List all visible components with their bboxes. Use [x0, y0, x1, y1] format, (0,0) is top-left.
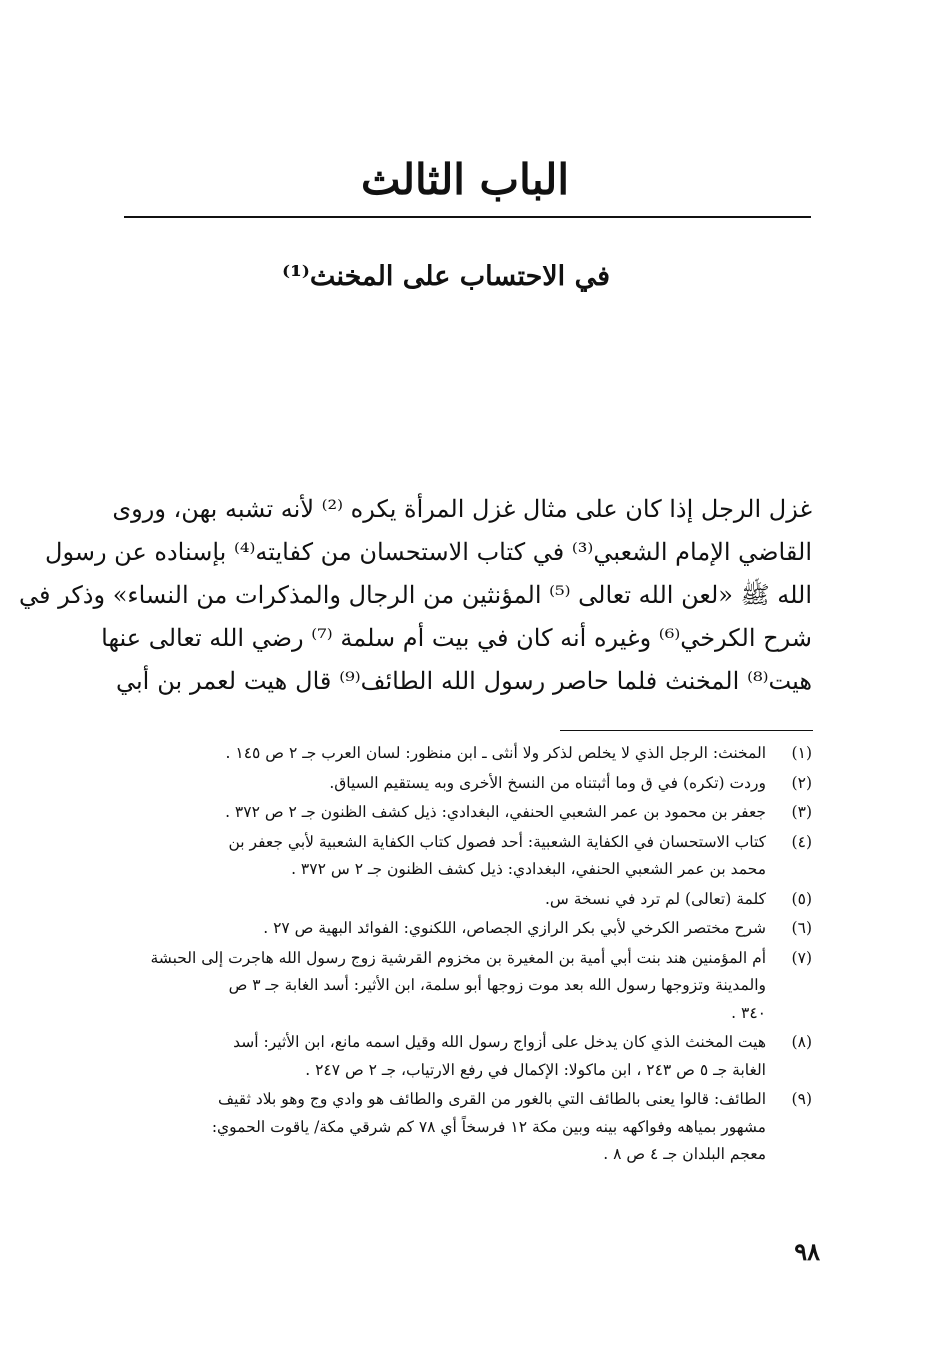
footnote-6: [112, 915, 812, 943]
footnote-line: هيت المخنث الذي كان يدخل على أزواج رسول الله وقيل اسمه مانع، ابن الأثير: أسد: [233, 1033, 766, 1051]
footnote-4: [112, 829, 812, 884]
body-line: غزل الرجل إذا كان على مثال غزل المرأة يكره ⁽²⁾ لأنه تشبه بهن، وروى: [112, 495, 812, 523]
footnote-line: وردت (تكره) في ق وما أثبتناه من النسخ الأخرى وبه يستقيم السياق.: [329, 773, 766, 792]
footnote-2: [112, 770, 812, 798]
footnote-text: [112, 945, 766, 1028]
body-paragraph: [19, 488, 812, 703]
footnotes: [112, 740, 812, 1171]
footnote-line: محمد بن عمر الشعبي الحنفي، البغدادي: ذيل كشف الظنون جـ ٢ س ٣٧٢ .: [291, 860, 766, 878]
body-line: هيت⁽⁸⁾ المخنث فلما حاصر رسول الله الطائف⁽⁹⁾ قال هيت لعمر بن أبي: [116, 667, 812, 695]
footnote-text: [112, 886, 766, 914]
footnote-text: [112, 1086, 766, 1169]
footnote-line: كلمة (تعالى) لم ترد في نسخة س.: [544, 889, 766, 908]
footnote-8: [112, 1029, 812, 1084]
footnote-number: (٥): [791, 889, 812, 908]
footnote-number: (٤): [791, 832, 812, 851]
footnote-line: الطائف: قالوا يعنى بالطائف التي بالغور من القرى والطائف هو وادي وج وهو بلاد ثقيف: [218, 1090, 766, 1108]
body-line: شرح الكرخي⁽⁶⁾ وغيره أنه كان في بيت أم سلمة ⁽⁷⁾ رضي الله تعالى عنها: [101, 624, 812, 652]
footnote-line: جعفر بن محمود بن عمر الشعبي الحنفي، البغدادي: ذيل كشف الظنون جـ ٢ ص ٣٧٢ .: [225, 803, 766, 821]
footnote-number: (٩): [791, 1090, 812, 1108]
footnote-number: (١): [791, 744, 812, 762]
footnote-number: (٢): [791, 773, 812, 792]
footnote-line: الغابة جـ ٥ ص ٢٤٣ ، ابن ماكولا: الإكمال في رفع الارتياب، جـ ٢ ص ٢٤٧ .: [305, 1060, 766, 1079]
footnote-text: [112, 799, 766, 827]
footnote-3: [112, 799, 812, 827]
footnote-number: (٣): [791, 803, 812, 821]
footnote-line: ٣٤٠ .: [731, 1003, 766, 1022]
footnote-line: معجم البلدان جـ ٤ ص ٨ .: [603, 1145, 766, 1163]
footnote-number: (٦): [791, 919, 812, 937]
footnote-line: شرح مختصر الكرخي لأبي بكر الرازي الجصاص، اللكنوي: الفوائد البهية ص ٢٧ .: [263, 919, 766, 937]
body-line: القاضي الإمام الشعبي⁽³⁾ في كتاب الاستحسان من كفايته⁽⁴⁾ بإسناده عن رسول: [45, 538, 812, 566]
body-line: الله ﷺ «لعن الله تعالى ⁽⁵⁾ المؤنثين من الرجال والمذكرات من النساء» وذكر في: [19, 581, 812, 609]
footnote-number: (٧): [791, 948, 812, 967]
footnote-5: [112, 886, 812, 914]
footnote-7: [112, 945, 812, 1028]
footnote-1: [112, 740, 812, 768]
footnote-text: [112, 770, 766, 798]
footnote-text: [112, 740, 766, 768]
footnote-line: والمدينة وتزوجها رسول الله بعد موت زوجها أبو سلمة، ابن الأثير: أسد الغابة جـ ٣ ص: [228, 976, 766, 994]
footnote-line: أم المؤمنين هند بنت أبي أمية بن المغيرة بن مخزوم القرشية زوج رسول الله هاجرت إلى الحبشة: [150, 948, 766, 967]
footnote-text: [112, 829, 766, 884]
chapter-title: الباب الثالث: [360, 155, 570, 204]
footnote-line: المخنث: الرجل الذي لا يخلص لذكر ولا أنثى ـ ابن منظور: لسان العرب جـ ٢ ص ١٤٥ .: [225, 744, 766, 762]
footnote-text: [112, 915, 766, 943]
title-divider: [124, 216, 811, 218]
footnote-number: (٨): [791, 1033, 812, 1051]
footnote-divider: [560, 730, 813, 731]
footnote-9: [112, 1086, 812, 1169]
footnote-text: [112, 1029, 766, 1084]
section-title: في الاحتساب على المخنث⁽¹⁾: [282, 261, 610, 292]
footnote-line: كتاب الاستحسان في الكفاية الشعبية: أحد فصول كتاب الكفاية الشعبية لأبي جعفر بن: [228, 832, 766, 851]
page-number: ٩٨: [794, 1237, 820, 1266]
footnote-line: مشهور بمياهه وفواكهه بينه وبين مكة ١٢ فرسخاً أي ٧٨ كم شرقي مكة/ ياقوت الحموي:: [211, 1117, 766, 1136]
